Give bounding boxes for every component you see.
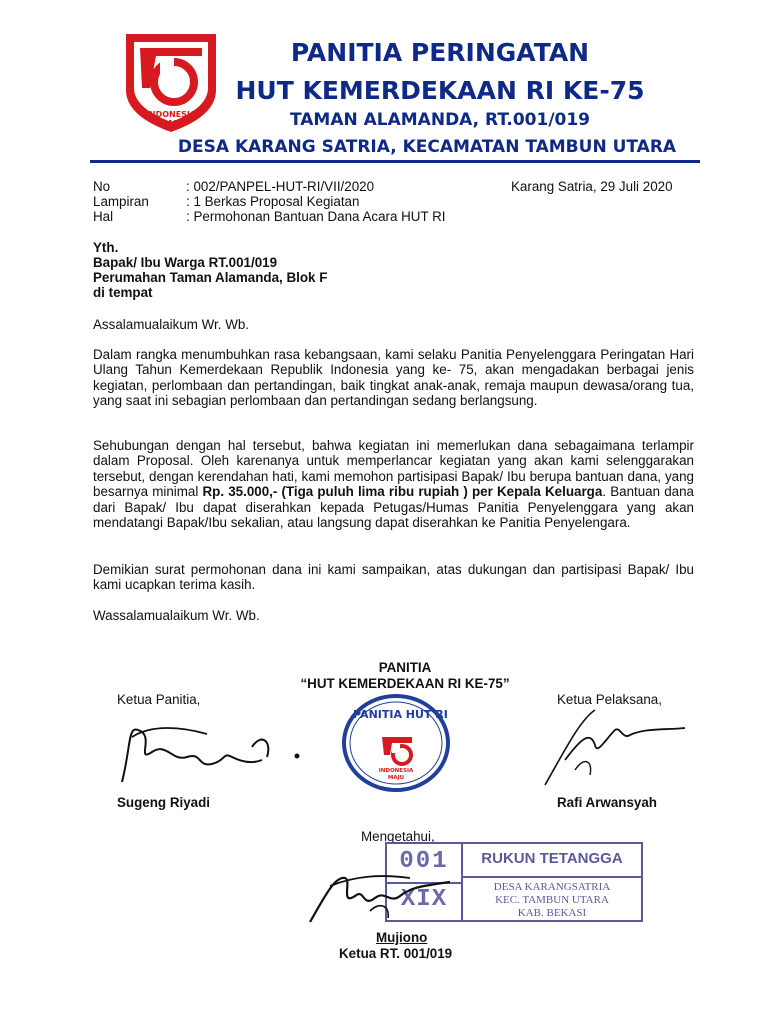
- signature-left-icon: [112, 712, 312, 797]
- meta-hal-value: : Permohonan Bantuan Dana Acara HUT RI: [186, 209, 446, 224]
- greeting: Assalamualaikum Wr. Wb.: [93, 317, 250, 332]
- meta-lampiran-value: : 1 Berkas Proposal Kegiatan: [186, 194, 360, 209]
- paragraph-3: Demikian surat permohonan dana ini kami sampaikan, atas dukungan dan partisipasi Bapak/ Ibu kami ucapkan terima kasih.: [93, 562, 694, 593]
- panitia-seal-bottom2: MAJU: [387, 775, 405, 781]
- meta-hal-label: Hal: [93, 209, 114, 224]
- signature-right-icon: [535, 700, 695, 795]
- header-title-2: HUT KEMERDEKAAN RI KE-75: [235, 76, 645, 105]
- sign-left-name: Sugeng Riyadi: [117, 795, 211, 810]
- meta-place-date: Karang Satria, 29 Juli 2020: [511, 179, 673, 194]
- stamp-number-bottom: XIX: [400, 886, 448, 913]
- paragraph-2-start: Sehubungan dengan hal tersebut, bahwa kegiatan ini memerlukan dana sebagaimana terlampir dalam Proposal. Oleh karenanya untuk memperlancar kegiatan yang akan kami selenggarakan tersebut, dengan kerendahan hati, kami memohon partisipasi Bapak/ Ibu berupa bantuan dana, yang besarnya minimal: [93, 438, 694, 500]
- header-logo-text2: MAJU: [159, 119, 183, 128]
- paragraph-1: Dalam rangka menumbuhkan rasa kebangsaan, kami selaku Panitia Penyelenggara Peringatan Hari Ulang Tahun Kemerdekaan Republik Indonesia yang ke- 75, akan mengadakan berbagai jenis kegiatan, perlombaan dan pertandingan, baik tingkat anak-anak, remaja maupun dewasa/orang tua, yang saat ini sebagian perlombaan dan pertandingan sedang berlangsung.: [93, 347, 694, 409]
- stamp-line-2: KEC. TAMBUN UTARA: [495, 894, 609, 906]
- paragraph-2-end: . Bantuan dana dari Bapak/ Ibu dapat diserahkan kepada Petugas/Humas Panitia Penyelenggara yang akan mendatangi Bapak/Ibu sekalian, atau langsung dapat diserahkan ke Panitia Penyelengara.: [93, 484, 695, 531]
- sign-left-role: Ketua Panitia,: [117, 692, 201, 707]
- paragraph-2-amount: Rp. 35.000,- (Tiga puluh lima ribu rupiah ) per Kepala Keluarga: [202, 484, 603, 500]
- header-address-1: TAMAN ALAMANDA, RT.001/019: [289, 110, 591, 130]
- panitia-seal-bottom1: INDONESIA: [378, 768, 414, 774]
- header-logo-text1: INDONESIA: [145, 110, 197, 119]
- recipient-yth: Yth.: [93, 240, 119, 255]
- sign-right-name: Rafi Arwansyah: [557, 795, 657, 810]
- sign-panitia: PANITIA: [378, 660, 432, 675]
- header-title-1: PANITIA PERINGATAN: [290, 38, 590, 67]
- meta-no-value: : 002/PANPEL-HUT-RI/VII/2020: [186, 179, 375, 194]
- stamp-line-1: DESA KARANGSATRIA: [493, 881, 611, 893]
- rt-role: Ketua RT. 001/019: [339, 946, 453, 961]
- meta-lampiran-label: Lampiran: [93, 194, 149, 209]
- sign-known: Mengetahui,: [361, 829, 435, 844]
- closing: Wassalamualaikum Wr. Wb.: [93, 608, 260, 623]
- rt-name: Mujiono: [376, 930, 428, 945]
- signature-rt-icon: [300, 856, 460, 937]
- stamp-title: RUKUN TETANGGA: [481, 850, 623, 867]
- stamp-number-top: 001: [399, 848, 449, 875]
- paragraph-2: [93, 438, 694, 530]
- recipient-name: Bapak/ Ibu Warga RT.001/019: [93, 255, 278, 270]
- recipient-place: di tempat: [93, 285, 153, 300]
- header-divider: [90, 160, 700, 163]
- recipient-address: Perumahan Taman Alamanda, Blok F: [93, 270, 328, 285]
- header-address-2: DESA KARANG SATRIA, KECAMATAN TAMBUN UTARA: [177, 137, 677, 157]
- sign-event: “HUT KEMERDEKAAN RI KE-75”: [300, 676, 510, 691]
- stamp-line-3: KAB. BEKASI: [517, 907, 587, 919]
- panitia-seal-text: PANITIA HUT RI: [353, 708, 448, 721]
- meta-no-label: No: [93, 179, 111, 194]
- sign-right-role: Ketua Pelaksana,: [557, 692, 662, 707]
